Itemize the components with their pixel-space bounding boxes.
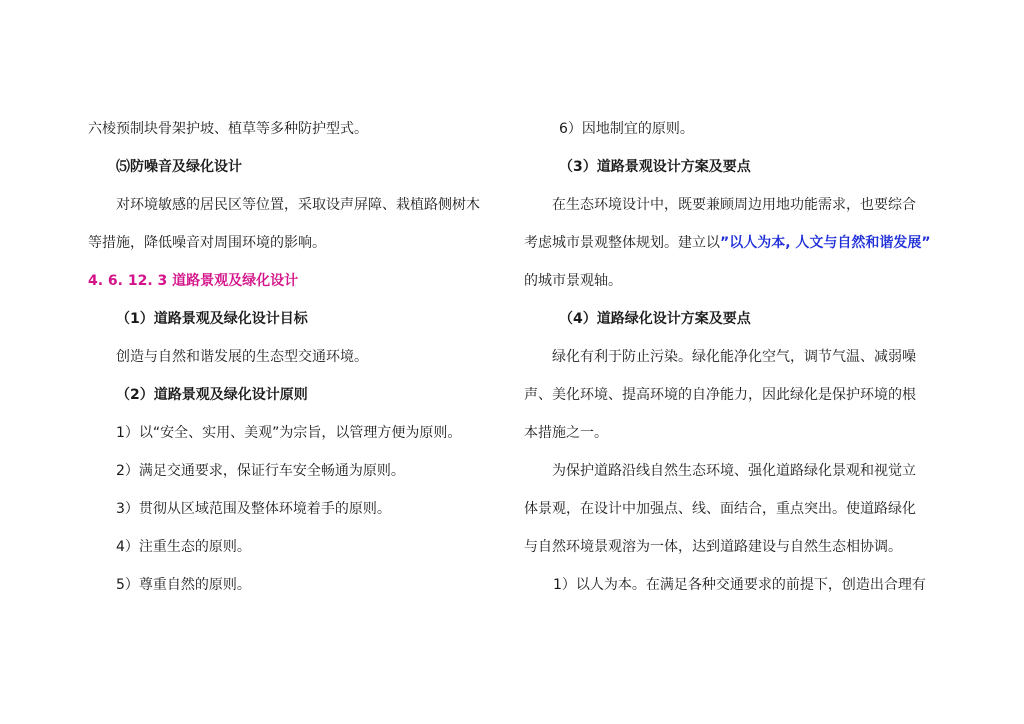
list-item: 6）因地制宜的原则。 xyxy=(559,121,694,137)
paragraph-line: 等措施，降低噪音对周围环境的影响。 xyxy=(88,235,326,251)
paragraph-line: 的城市景观轴。 xyxy=(524,273,622,289)
paragraph-text: 考虑城市景观整体规划。建立以 xyxy=(524,235,720,251)
paragraph-line: 与自然环境景观溶为一体，达到道路建设与自然生态相协调。 xyxy=(524,539,902,555)
paragraph-line: 声、美化环境、提高环境的自净能力，因此绿化是保护环境的根 xyxy=(524,387,916,403)
list-item: 1）以“安全、实用、美观”为宗旨，以管理方便为原则。 xyxy=(116,425,462,441)
subheading-noise-greening: ⑸防噪音及绿化设计 xyxy=(116,159,242,175)
subheading-design-principles: （2）道路景观及绿化设计原则 xyxy=(116,387,308,403)
subheading-design-goal: （1）道路景观及绿化设计目标 xyxy=(116,311,308,327)
paragraph-line: 绿化有利于防止污染。绿化能净化空气，调节气温、减弱噪 xyxy=(552,349,916,365)
list-item: 1）以人为本。在满足各种交通要求的前提下，创造出合理有 xyxy=(553,577,926,593)
list-item: 5）尊重自然的原则。 xyxy=(116,577,251,593)
paragraph-line: 为保护道路沿线自然生态环境、强化道路绿化景观和视觉立 xyxy=(552,463,916,479)
list-item: 3）贯彻从区域范围及整体环境着手的原则。 xyxy=(116,501,391,517)
paragraph-line: 本措施之一。 xyxy=(524,425,608,441)
paragraph-line: 创造与自然和谐发展的生态型交通环境。 xyxy=(116,349,368,365)
section-heading: 4. 6. 12. 3 道路景观及绿化设计 xyxy=(88,273,299,289)
subheading-greening-plan: （4）道路绿化设计方案及要点 xyxy=(559,311,751,327)
subheading-landscape-plan: （3）道路景观设计方案及要点 xyxy=(559,159,751,175)
paragraph-line: 体景观，在设计中加强点、线、面结合，重点突出。使道路绿化 xyxy=(524,501,916,517)
paragraph-line xyxy=(524,233,931,253)
list-item: 2）满足交通要求，保证行车安全畅通为原则。 xyxy=(116,463,405,479)
paragraph-line: 对环境敏感的居民区等位置，采取设声屏障、栽植路侧树木 xyxy=(116,197,480,213)
paragraph-line: 六棱预制块骨架护坡、植草等多种防护型式。 xyxy=(88,121,368,137)
list-item: 4）注重生态的原则。 xyxy=(116,539,251,555)
paragraph-line: 在生态环境设计中，既要兼顾周边用地功能需求，也要综合 xyxy=(552,197,916,213)
highlighted-slogan: ”以人为本, 人文与自然和谐发展” xyxy=(720,235,931,251)
